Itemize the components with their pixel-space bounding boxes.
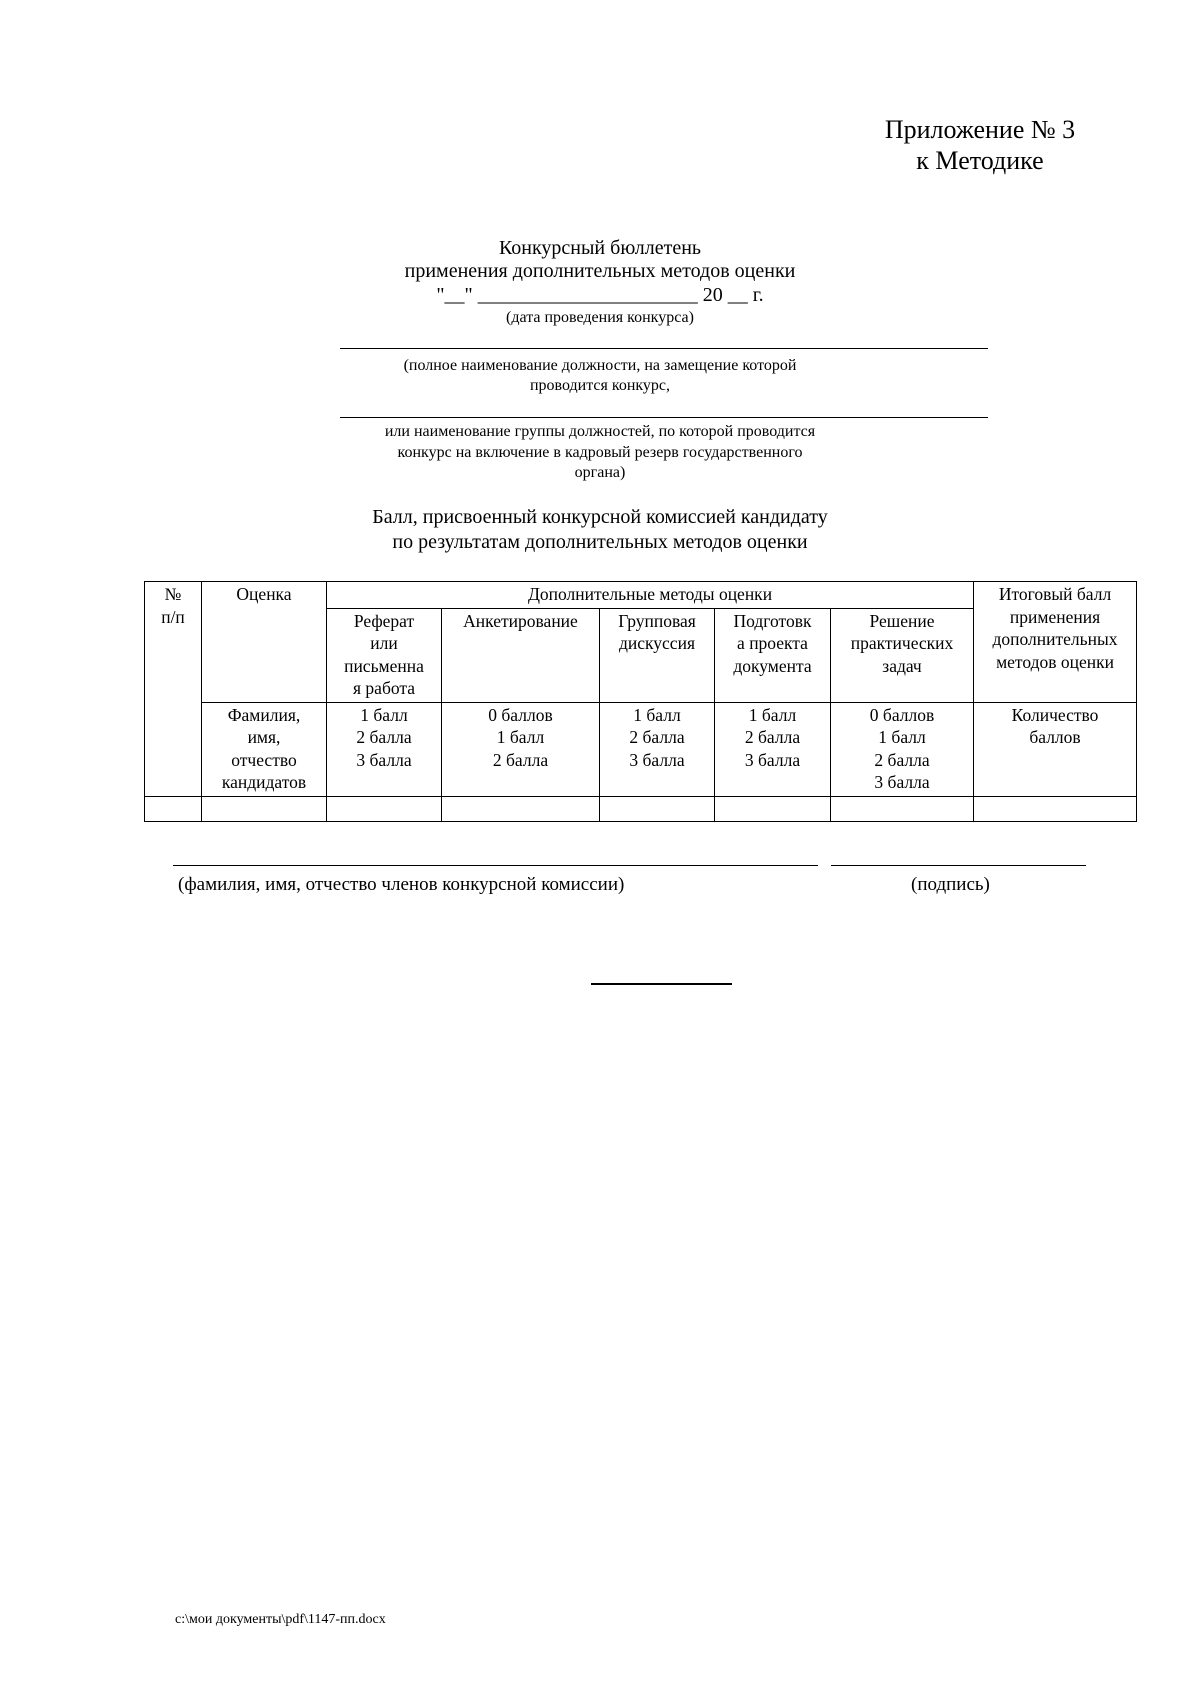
method-tasks-header: Решение практических задач [831, 608, 974, 702]
table-scale-row [145, 702, 1137, 796]
method-essay-header: Реферат или письменна я работа [327, 608, 442, 702]
position-blank-line [340, 348, 988, 349]
appendix-reference: к Методике [916, 146, 1044, 175]
empty-cell [600, 796, 715, 821]
position-caption-line2: проводится конкурс, [529, 377, 671, 394]
group-caption-line3: органа) [574, 464, 626, 481]
footer-file-path: c:\мои документы\pdf\1147-пп.docx [175, 1612, 386, 1627]
commission-name-caption: (фамилия, имя, отчество членов конкурсной комиссии) [178, 874, 625, 895]
table-header-row-1 [145, 582, 1137, 609]
survey-scale: 0 баллов 1 балл 2 балла [442, 702, 600, 796]
end-separator-line [591, 983, 732, 985]
position-caption-line1: (полное наименование должности, на замещение которой [403, 357, 797, 374]
commission-name-blank-line [173, 865, 818, 866]
table-empty-row [145, 796, 1137, 821]
discussion-scale: 1 балл 2 балла 3 балла [600, 702, 715, 796]
document-scale: 1 балл 2 балла 3 балла [715, 702, 831, 796]
methods-header-cell: Дополнительные методы оценки [327, 582, 974, 609]
method-survey-header: Анкетирование [442, 608, 600, 702]
empty-cell [202, 796, 327, 821]
essay-scale: 1 балл 2 балла 3 балла [327, 702, 442, 796]
total-header-cell: Итоговый балл применения дополнительных методов оценки [974, 582, 1137, 703]
method-document-header: Подготовк а проекта документа [715, 608, 831, 702]
group-caption-line1: или наименование группы должностей, по которой проводится [384, 423, 816, 440]
empty-cell [145, 796, 202, 821]
signature-caption: (подпись) [911, 874, 990, 895]
tasks-scale: 0 баллов 1 балл 2 балла 3 балла [831, 702, 974, 796]
method-discussion-header: Групповая дискуссия [600, 608, 715, 702]
empty-cell [715, 796, 831, 821]
rating-header-cell: Оценка [202, 582, 327, 703]
candidate-name-label: Фамилия, имя, отчество кандидатов [202, 702, 327, 796]
empty-cell [974, 796, 1137, 821]
signature-blank-line [831, 865, 1086, 866]
date-line: "__" ______________________ 20 __ г. [436, 284, 764, 306]
score-heading-line1: Балл, присвоенный конкурсной комиссией кандидату [372, 506, 828, 528]
empty-cell [442, 796, 600, 821]
appendix-label [850, 114, 1110, 176]
total-scale: Количество баллов [974, 702, 1137, 796]
number-header-cell: № п/п [145, 582, 202, 797]
empty-cell [831, 796, 974, 821]
date-caption: (дата проведения конкурса) [506, 309, 694, 326]
bulletin-subtitle: применения дополнительных методов оценки [404, 260, 796, 282]
group-caption-line2: конкурс на включение в кадровый резерв государственного [397, 444, 803, 461]
score-table [144, 581, 1137, 822]
appendix-number: Приложение № 3 [884, 115, 1076, 144]
bulletin-title: Конкурсный бюллетень [498, 237, 702, 259]
score-heading-line2: по результатам дополнительных методов оценки [392, 531, 808, 553]
group-blank-line [340, 417, 988, 418]
empty-cell [327, 796, 442, 821]
